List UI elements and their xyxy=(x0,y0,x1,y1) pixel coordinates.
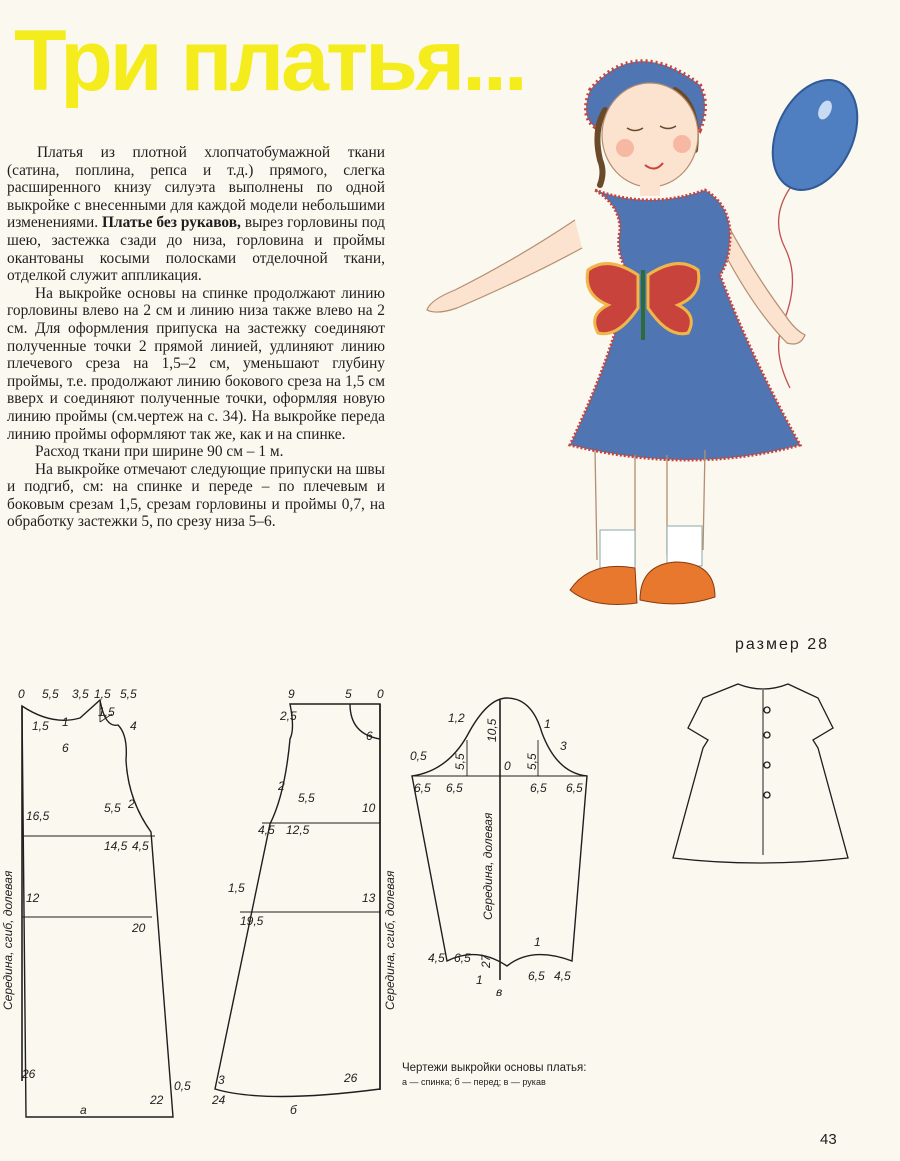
face xyxy=(602,83,698,187)
svg-text:5,5: 5,5 xyxy=(120,687,137,701)
svg-text:1,5: 1,5 xyxy=(32,719,49,733)
svg-text:1,5: 1,5 xyxy=(228,881,245,895)
caption-line-2: а — спинка; б — перед; в — рукав xyxy=(402,1077,546,1087)
svg-text:10: 10 xyxy=(362,801,376,815)
svg-text:5,5: 5,5 xyxy=(298,791,315,805)
draft-sleeve-side-label: Середина, долевая xyxy=(481,812,495,920)
svg-text:1,2: 1,2 xyxy=(448,711,465,725)
svg-text:12,5: 12,5 xyxy=(286,823,310,837)
right-shoe xyxy=(640,562,715,604)
model-heading: Платье без рукавов, xyxy=(102,214,241,232)
svg-text:2: 2 xyxy=(128,797,135,811)
size-label: размер 28 xyxy=(735,636,829,653)
svg-text:5,5: 5,5 xyxy=(42,687,59,701)
svg-text:19,5: 19,5 xyxy=(240,914,264,928)
svg-text:4,5: 4,5 xyxy=(132,839,149,853)
draft-back-side-label: Середина, сгиб, долевая xyxy=(1,870,15,1010)
svg-text:1: 1 xyxy=(544,717,551,731)
draft-back-letter: а xyxy=(80,1103,87,1117)
svg-text:4,5: 4,5 xyxy=(554,969,571,983)
svg-text:26: 26 xyxy=(344,1071,358,1085)
svg-text:4,5: 4,5 xyxy=(258,823,275,837)
draft-front-letter: б xyxy=(290,1103,297,1117)
svg-text:5,5: 5,5 xyxy=(525,753,539,770)
draft-front xyxy=(215,704,380,1097)
left-arm xyxy=(427,220,582,312)
svg-text:27: 27 xyxy=(479,954,493,968)
figure-caption xyxy=(402,1062,662,1087)
balloon-icon xyxy=(756,66,874,388)
svg-text:5,5: 5,5 xyxy=(104,801,121,815)
left-shoe xyxy=(570,566,637,604)
svg-text:6: 6 xyxy=(62,741,69,755)
caption-line-1: Чертежи выкройки основы платья: xyxy=(402,1062,587,1074)
article-text xyxy=(7,144,385,531)
svg-text:3: 3 xyxy=(560,739,567,753)
page-title: Три платья... xyxy=(14,13,525,109)
svg-text:12: 12 xyxy=(26,891,40,905)
svg-text:9: 9 xyxy=(288,687,295,701)
svg-text:1: 1 xyxy=(62,715,69,729)
svg-text:0: 0 xyxy=(18,687,25,701)
svg-text:5,5: 5,5 xyxy=(453,753,467,770)
svg-text:3: 3 xyxy=(218,1073,225,1087)
svg-text:4,5: 4,5 xyxy=(428,951,445,965)
paragraph-2: На выкройке основы на спинке продолжают линию горловины влево на 2 см и линию низа также влево на 2 см. Для оформления припуска на застежку соединяют полученные точки 2 прямой линией, удлиняют линию плечевого среза на 1,5–2 см, уменьшают глубину проймы, т.е. продолжают линию бокового среза на 1,5 см вверх и соединяют полученные точки, оформляя новую линию проймы (см.чертеж на с. 34). На выкройке переда линию проймы оформляют так же, как и на спинке. xyxy=(7,284,385,443)
svg-text:6,5: 6,5 xyxy=(528,969,545,983)
svg-text:6: 6 xyxy=(366,729,373,743)
svg-text:22: 22 xyxy=(150,1093,164,1107)
girl-illustration xyxy=(405,30,900,640)
svg-text:2,5: 2,5 xyxy=(280,709,297,723)
svg-text:2: 2 xyxy=(278,779,285,793)
paragraph-4: На выкройке отмечают следующие припуски на швы и подгиб, см: на спинке и переде – по плечевым и боковым срезам 1,5, срезам горловины и проймы 0,7, на обработку застежки 5, по срезу низа 5–6. xyxy=(7,460,385,531)
svg-text:14,5: 14,5 xyxy=(104,839,128,853)
svg-text:24: 24 xyxy=(212,1093,226,1107)
svg-text:13: 13 xyxy=(362,891,376,905)
paragraph-3: Расход ткани при ширине 90 см – 1 м. xyxy=(35,443,284,461)
svg-text:5: 5 xyxy=(345,687,352,701)
svg-text:1,5: 1,5 xyxy=(98,705,115,719)
svg-text:16,5: 16,5 xyxy=(26,809,50,823)
draft-back-labels xyxy=(1,687,191,1117)
svg-text:1: 1 xyxy=(534,935,541,949)
svg-text:0,5: 0,5 xyxy=(174,1079,191,1093)
svg-text:6,5: 6,5 xyxy=(446,781,463,795)
svg-text:1: 1 xyxy=(476,973,483,987)
svg-text:0: 0 xyxy=(504,759,511,773)
butterfly-applique-icon xyxy=(587,264,699,340)
svg-text:3,5: 3,5 xyxy=(72,687,89,701)
page-number: 43 xyxy=(820,1131,837,1148)
svg-text:10,5: 10,5 xyxy=(485,718,499,742)
svg-text:26: 26 xyxy=(22,1067,36,1081)
draft-sleeve-letter: в xyxy=(496,985,503,999)
svg-text:6,5: 6,5 xyxy=(530,781,547,795)
svg-text:6,5: 6,5 xyxy=(454,951,471,965)
svg-text:6,5: 6,5 xyxy=(566,781,583,795)
draft-back xyxy=(22,700,173,1117)
svg-text:20: 20 xyxy=(132,921,146,935)
dress-back-view xyxy=(673,684,848,863)
svg-text:6,5: 6,5 xyxy=(414,781,431,795)
draft-front-labels xyxy=(211,687,397,1117)
paragraph-1: Платья из плотной хлопчатобумажной ткани (сатина, поплина, репса и т.д.) прямого, слегка расширенного книзу силуэта выполнены по одной выкройке с внесенными для каждой модели небольшими изменениями. Платье без рукавов, вырез горловины под шею, застежка сзади до низа, горловина и проймы окантованы косыми полосками отделочной ткани, отделкой служит аппликация. xyxy=(7,144,385,285)
svg-text:0,5: 0,5 xyxy=(410,749,427,763)
draft-front-side-label: Середина, сгиб, долевая xyxy=(383,870,397,1010)
svg-text:1,5: 1,5 xyxy=(94,687,111,701)
svg-text:4: 4 xyxy=(130,719,137,733)
svg-text:0: 0 xyxy=(377,687,384,701)
